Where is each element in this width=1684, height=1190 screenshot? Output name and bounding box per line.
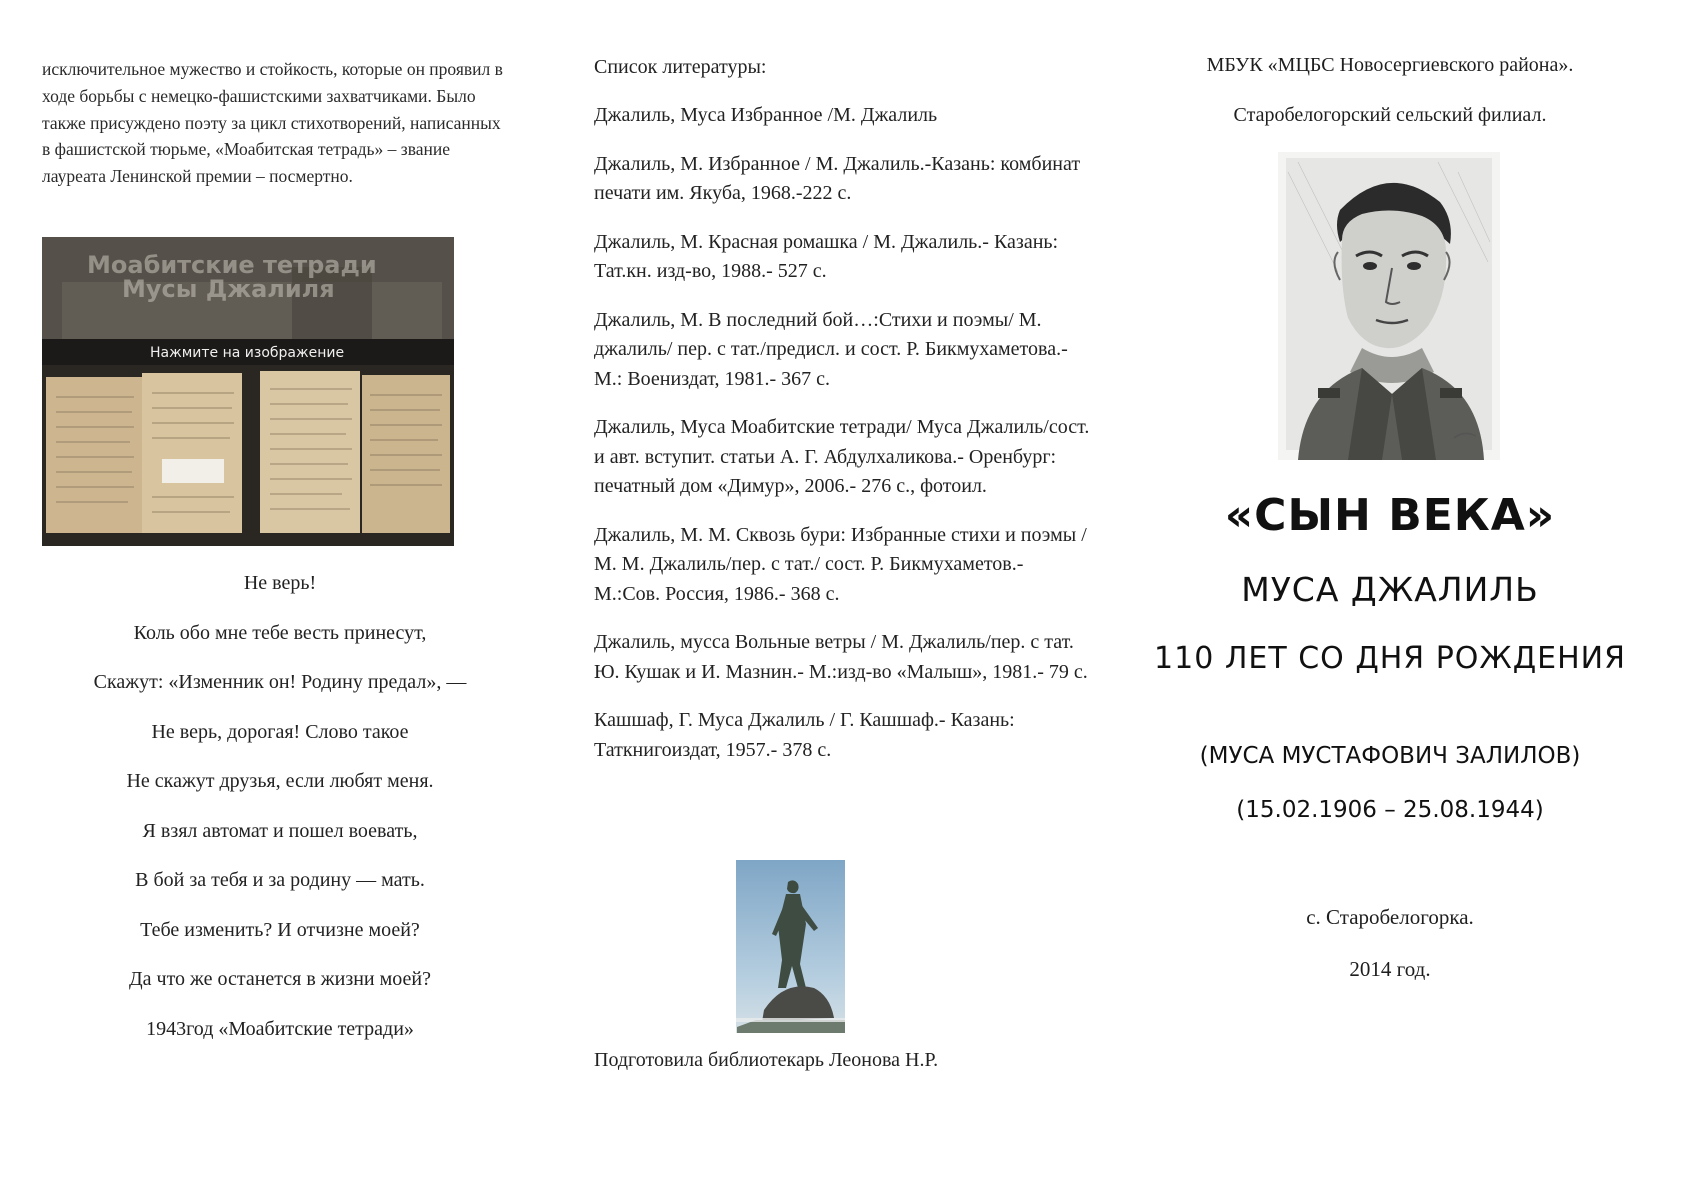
bibliography-entry: Джалиль, Муса Моабитские тетради/ Муса Джалиль/сост. и авт. вступит. статьи А. Г. Абдулхаликова.- Оренбург: печатный дом «Димур», 2006.- 276 с., фотоил. [594, 416, 1090, 497]
bibliography-entry: Джалиль, М. М. Сквозь бури: Избранные стихи и поэмы / М. М. Джалиль/пер. с тат./ сост. Р. Бикмухаметов.- М.:Сов. Россия, 1986.- 368 с. [594, 523, 1087, 605]
village-name: с. Старобелогорка. [1306, 905, 1474, 929]
bibliography-entry: Джалиль, мусса Вольные ветры / М. Джалиль/пер. с тат. Ю. Кушак и И. Мазнин.- М.:изд-во «Малыш», 1981.- 79 с. [594, 631, 1088, 683]
poem-line: Коль обо мне тебе весть принесут, [133, 621, 427, 644]
bibliography-entry: Джалиль, М. В последний бой…:Стихи и поэмы/ М. джалиль/ пер. с тат./предисл. и сост. Р. Бикмухаметова.- М.: Воениздат, 1981.- 367 с. [594, 308, 1068, 390]
poem-line: В бой за тебя и за родину — мать. [135, 869, 425, 891]
bibliography-entry: Кашшаф, Г. Муса Джалиль / Г. Кашшаф.- Казань: Таткнигоиздат, 1957.- 378 с. [594, 709, 1015, 761]
intro-paragraph: исключительное мужество и стойкость, которые он проявил в ходе борьбы с немецко-фашистскими захватчиками. Было также присуждено поэту за цикл стихотворений, написанных в фашистской тюрьме, «Моабитская тетрадь» – звание лауреата Ленинской премии – посмертно. [42, 59, 503, 187]
publication-year: 2014 год. [1349, 957, 1431, 981]
portrait-photo [1278, 152, 1500, 460]
organization-name: МБУК «МЦБС Новосергиевского района». [1206, 54, 1574, 76]
poem-line: Я взял автомат и пошел воевать, [142, 819, 418, 842]
bibliography [594, 52, 1094, 784]
prepared-by: Подготовила библиотекарь Леонова Н.Р. [594, 1049, 939, 1071]
poet-full-name: (МУСА МУСТАФОВИЧ ЗАЛИЛОВ) [1199, 743, 1581, 769]
poem-line: Не скажут друзья, если любят меня. [126, 770, 434, 792]
poem-line: Скажут: «Изменник он! Родину предал», — [93, 671, 467, 693]
bibliography-entry: Джалиль, М. Избранное / М. Джалиль.-Казань: комбинат печати им. Якуба, 1968.-222 с. [594, 152, 1081, 204]
anniversary-caption: 110 ЛЕТ СО ДНЯ РОЖДЕНИЯ [1154, 641, 1626, 676]
brochure-title: «СЫН ВЕКА» [1224, 490, 1556, 541]
moabit-notebooks-photo[interactable] [42, 237, 454, 546]
poem-line: Не верь, дорогая! Слово такое [151, 720, 409, 743]
poem-line: Не верь! [243, 572, 317, 594]
life-dates: (15.02.1906 – 25.08.1944) [1236, 797, 1544, 823]
poem-line: Да что же останется в жизни моей? [129, 968, 431, 990]
poem-line: Тебе изменить? И отчизне моей? [140, 918, 420, 941]
poet-name: МУСА ДЖАЛИЛЬ [1241, 570, 1539, 609]
bibliography-heading: Список литературы: [594, 56, 767, 78]
monument-photo [736, 860, 845, 1033]
branch-name: Старобелогорский сельский филиал. [1233, 104, 1547, 126]
poem [40, 568, 520, 1063]
poem-source: 1943год «Моабитские тетради» [146, 1017, 414, 1040]
photo-hint: Нажмите на изображение [150, 345, 345, 361]
bibliography-entry: Джалиль, М. Красная ромашка / М. Джалиль.- Казань: Тат.кн. изд-во, 1988.- 527 с. [594, 230, 1059, 282]
photo-heading-line2: Мусы Джалиля [122, 275, 335, 303]
photo-heading-line1: Моабитские тетради [87, 251, 377, 279]
bibliography-entry: Джалиль, Муса Избранное /М. Джалиль [594, 104, 938, 126]
